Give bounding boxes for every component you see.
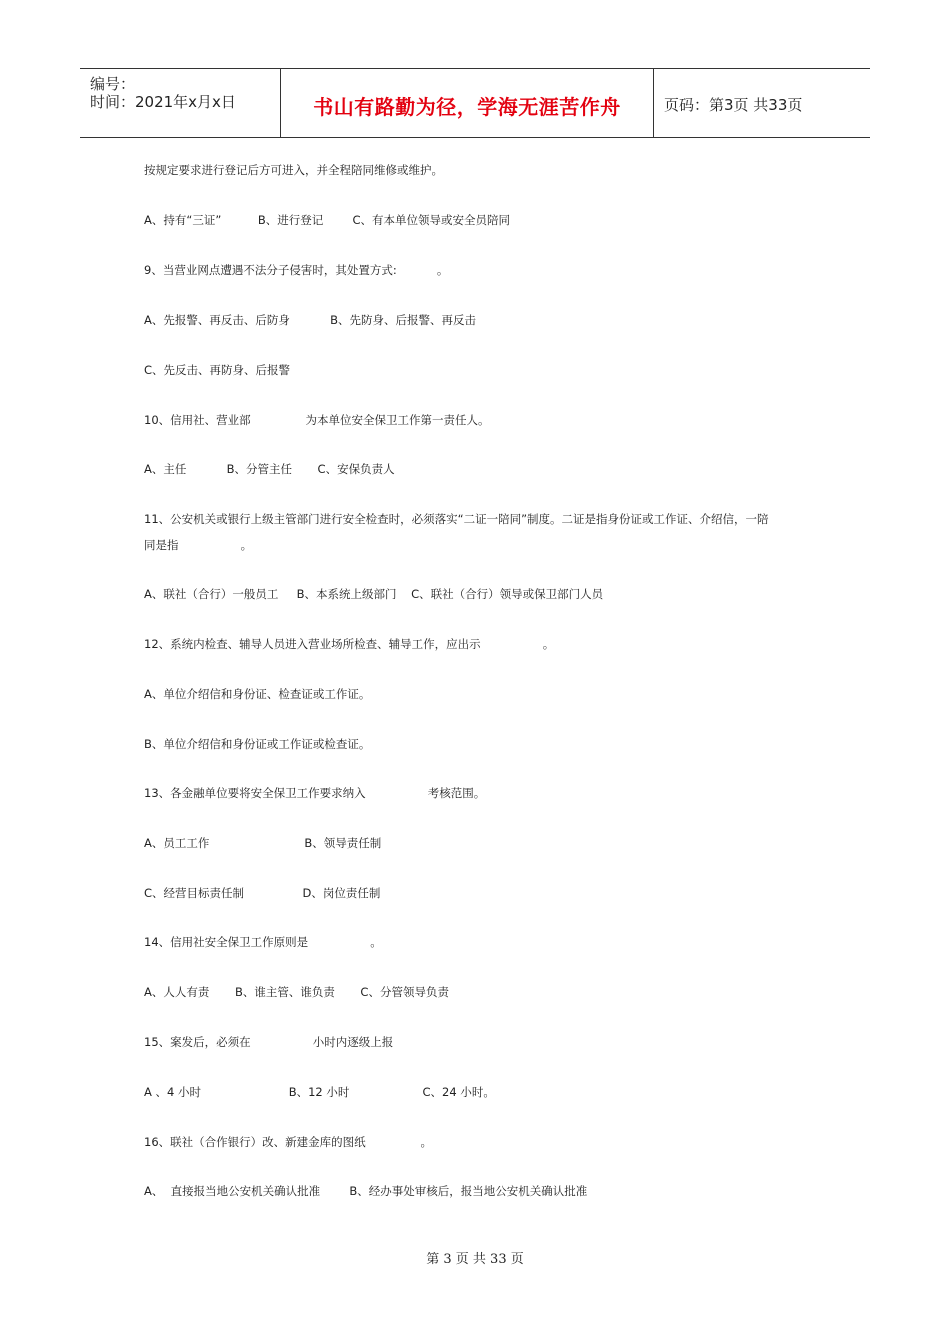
answer-option-a: A、单位介绍信和身份证、检查证或工作证。: [144, 687, 371, 701]
question-11: 11、公安机关或银行上级主管部门进行安全检查时，必须落实“二证一陪同”制度。二证是指身份证或工作证、介绍信，一陪: [144, 512, 769, 526]
answer-options: A、主任 B、分管主任 C、安保负责人: [144, 462, 395, 476]
question-15: 15、案发后，必须在 小时内逐级上报: [144, 1035, 394, 1049]
body-line: 按规定要求进行登记后方可进入，并全程陪同维修或维护。: [144, 163, 443, 177]
header-motto-cell: [281, 69, 654, 137]
question-9: 9、当营业网点遭遇不法分子侵害时，其处置方式: 。: [144, 263, 449, 277]
answer-options: C、经营目标责任制 D、岗位责任制: [144, 886, 381, 900]
document-number-label: 编号：: [90, 75, 136, 93]
question-10: 10、信用社、营业部 为本单位安全保卫工作第一责任人。: [144, 413, 490, 427]
page-header: [80, 68, 870, 138]
question-14: 14、信用社安全保卫工作原则是 。: [144, 935, 382, 949]
question-16: 16、联社（合作银行）改、新建金库的图纸 。: [144, 1135, 432, 1149]
header-page-info: 页码：第3页 共33页: [664, 96, 803, 114]
answer-options: A、联社（合行）一般员工 B、本系统上级部门 C、联社（合行）领导或保卫部门人员: [144, 587, 604, 601]
answer-options: A、持有“三证” B、进行登记 C、有本单位领导或安全员陪同: [144, 213, 510, 227]
answer-options: A、 直接报当地公安机关确认批准 B、经办事处审核后，报当地公安机关确认批准: [144, 1184, 588, 1198]
answer-options: C、先反击、再防身、后报警: [144, 363, 291, 377]
answer-option-b: B、单位介绍信和身份证或工作证或检查证。: [144, 737, 371, 751]
header-motto: 书山有路勤为径，学海无涯苦作舟: [313, 95, 621, 119]
answer-options: A 、4 小时 B、12 小时 C、24 小时。: [144, 1085, 495, 1099]
question-12: 12、系统内检查、辅导人员进入营业场所检查、辅导工作，应出示 。: [144, 637, 555, 651]
answer-options: A、员工工作 B、领导责任制: [144, 836, 382, 850]
answer-options: A、人人有责 B、谁主管、谁负责 C、分管领导负责: [144, 985, 449, 999]
document-time-label: 时间：2021年x月x日: [90, 93, 236, 111]
page-footer: 第 3 页 共 33 页: [426, 1252, 524, 1267]
answer-options: A、先报警、再反击、后防身 B、先防身、后报警、再反击: [144, 313, 476, 327]
header-left-cell: [80, 69, 281, 137]
question-13: 13、各金融单位要将安全保卫工作要求纳入 考核范围。: [144, 786, 486, 800]
header-page-cell: [654, 69, 870, 137]
question-11-continued: 同是指 。: [144, 538, 253, 552]
